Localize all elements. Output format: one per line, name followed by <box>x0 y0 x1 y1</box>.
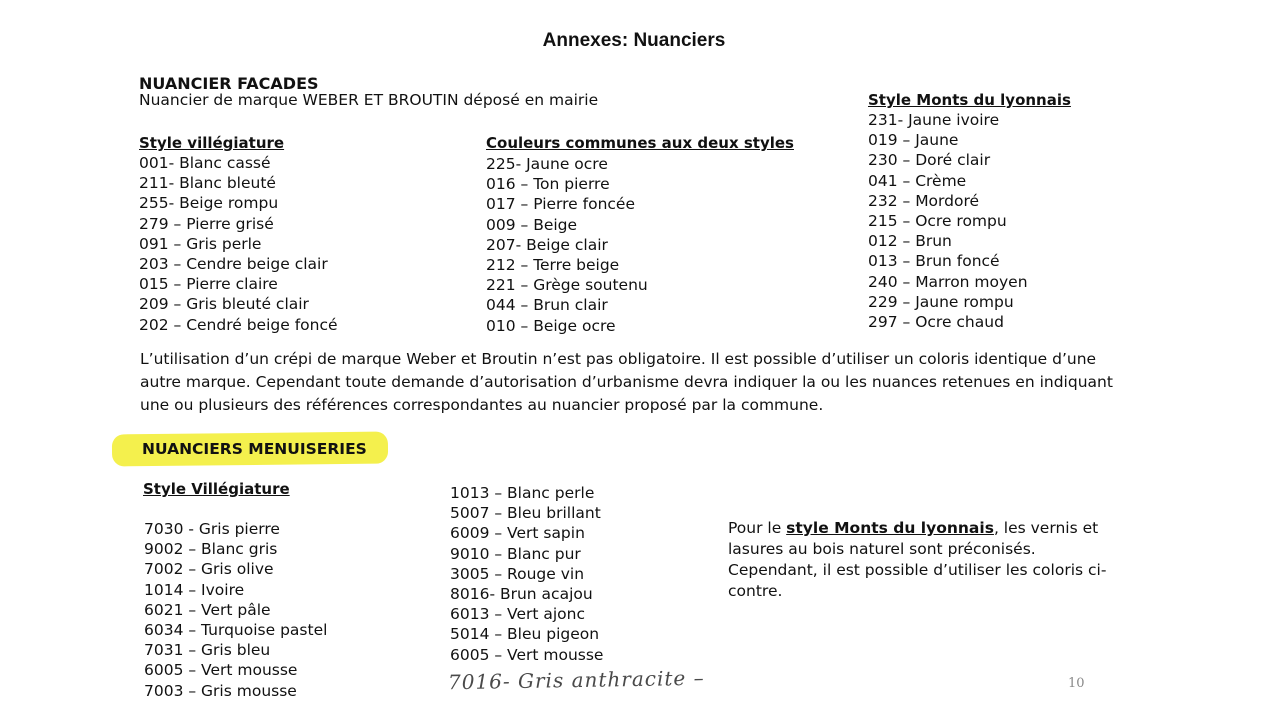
list-item: 001- Blanc cassé <box>139 154 271 172</box>
list-item: 019 – Jaune <box>868 131 959 150</box>
list-item: 7003 – Gris mousse <box>144 681 297 700</box>
list-item: 7002 – Gris olive <box>144 560 274 579</box>
facades-monts-list <box>868 110 1028 332</box>
list-item: 1014 – Ivoire <box>144 580 245 599</box>
list-item: 5014 – Bleu pigeon <box>450 625 600 644</box>
facades-subtitle: Nuancier de marque WEBER ET BROUTIN déposé en mairie <box>139 91 599 109</box>
list-item: 279 – Pierre grisé <box>139 214 274 233</box>
page-title: Annexes: Nuanciers <box>542 30 726 51</box>
list-item: 209 – Gris bleuté clair <box>139 295 309 314</box>
list-item: 232 – Mordoré <box>868 191 980 210</box>
list-item: 5007 – Bleu brillant <box>450 504 601 523</box>
list-item: 203 – Cendre beige clair <box>139 255 328 274</box>
facades-paragraph: L’utilisation d’un crépi de marque Weber et Broutin n’est pas obligatoire. Il est possible d’utiliser un coloris identique d’une autre marque. Cependant toute demande d’autorisation d’urbanisme devra indiquer la ou les nuances retenues en indiquant une ou plusieurs des références correspondantes au nuancier proposé par la commune. <box>140 350 1113 414</box>
facades-villegiature-list <box>139 153 338 335</box>
list-item: 044 – Brun clair <box>486 296 608 315</box>
note-before: Pour le <box>728 519 787 537</box>
list-item: 6021 – Vert pâle <box>144 600 271 619</box>
list-item: 221 – Grège soutenu <box>486 276 648 295</box>
list-item: 231- Jaune ivoire <box>868 111 1000 129</box>
list-item: 215 – Ocre rompu <box>868 212 1007 231</box>
list-item: 8016- Brun acajou <box>450 585 593 604</box>
menuiseries-heading: NUANCIERS MENUISERIES <box>142 440 367 458</box>
list-item: 6009 – Vert sapin <box>450 524 585 543</box>
list-item: 017 – Pierre foncée <box>486 195 635 214</box>
list-item: 091 – Gris perle <box>139 234 262 253</box>
list-item: 255- Beige rompu <box>139 194 279 213</box>
list-item: 212 – Terre beige <box>486 256 620 275</box>
style-villegiature-heading: Style villégiature <box>139 134 285 152</box>
facades-communes-list <box>486 154 648 336</box>
facades-heading: NUANCIER FACADES <box>139 74 319 93</box>
handwritten-note: 7016- Gris anthracite – <box>447 665 705 695</box>
list-item: 229 – Jaune rompu <box>868 292 1014 311</box>
menuiseries-villegiature-heading: Style Villégiature <box>143 480 290 498</box>
list-item: 010 – Beige ocre <box>486 316 616 335</box>
list-item: 041 – Crème <box>868 171 967 190</box>
list-item: 1013 – Blanc perle <box>450 484 595 502</box>
list-item: 015 – Pierre claire <box>139 275 278 294</box>
list-item: 6005 – Vert mousse <box>450 645 604 664</box>
list-item: 207- Beige clair <box>486 235 608 254</box>
monts-note <box>728 518 1108 602</box>
list-item: 6005 – Vert mousse <box>144 661 298 680</box>
list-item: 9002 – Blanc gris <box>144 540 278 559</box>
list-item: 7031 – Gris bleu <box>144 641 271 660</box>
page-number: 10 <box>1068 676 1085 691</box>
list-item: 012 – Brun <box>868 232 952 251</box>
list-item: 6034 – Turquoise pastel <box>144 621 328 640</box>
menuiseries-list-col2 <box>450 483 603 665</box>
note-bold: style Monts du lyonnais <box>786 519 994 537</box>
couleurs-communes-heading: Couleurs communes aux deux styles <box>486 134 794 152</box>
list-item: 013 – Brun foncé <box>868 252 1000 271</box>
note-after: , les vernis et lasures au bois naturel sont préconisés. Cependant, il est possible d’utiliser les coloris ci-contre. <box>728 519 1107 600</box>
list-item: 202 – Cendré beige foncé <box>139 315 338 334</box>
list-item: 3005 – Rouge vin <box>450 564 585 583</box>
list-item: 7030 - Gris pierre <box>144 520 280 538</box>
list-item: 297 – Ocre chaud <box>868 313 1004 332</box>
menuiseries-list-col1 <box>144 519 327 701</box>
style-monts-heading: Style Monts du lyonnais <box>868 91 1071 109</box>
list-item: 009 – Beige <box>486 215 578 234</box>
list-item: 240 – Marron moyen <box>868 272 1028 291</box>
list-item: 016 – Ton pierre <box>486 175 610 194</box>
list-item: 230 – Doré clair <box>868 151 991 170</box>
list-item: 211- Blanc bleuté <box>139 174 276 193</box>
list-item: 9010 – Blanc pur <box>450 544 581 563</box>
list-item: 6013 – Vert ajonc <box>450 605 585 624</box>
list-item: 225- Jaune ocre <box>486 155 608 173</box>
